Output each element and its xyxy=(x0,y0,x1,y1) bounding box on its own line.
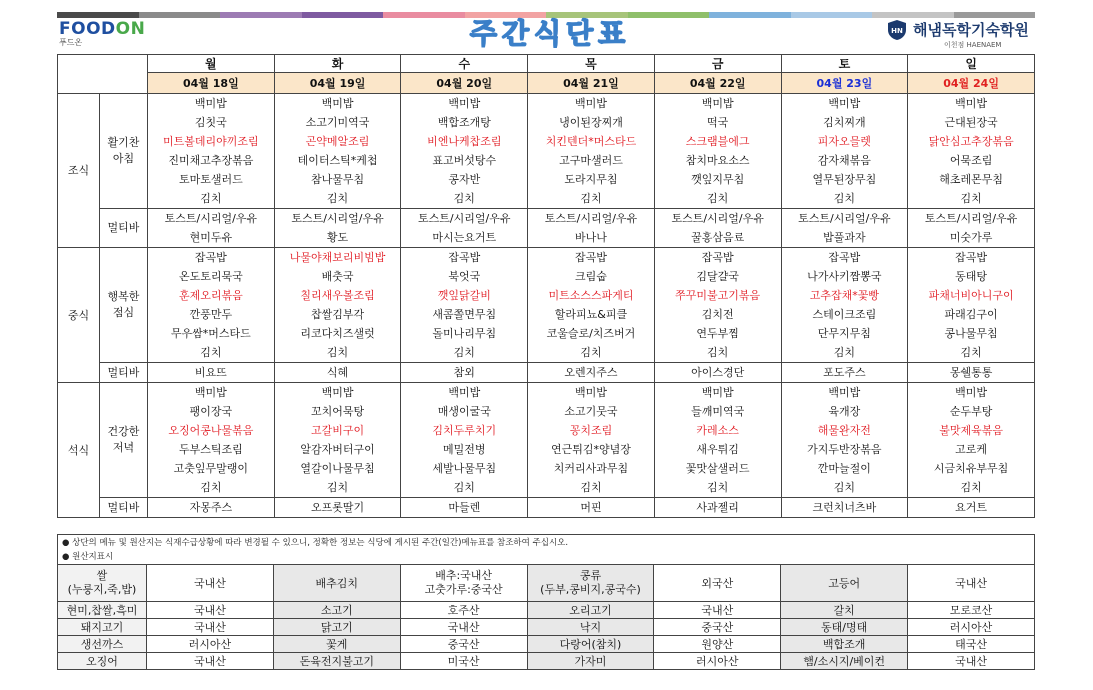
menu-row xyxy=(58,286,1035,305)
menu-item: 백미밥 xyxy=(148,94,275,114)
menu-item: 잡곡밥 xyxy=(908,248,1035,268)
day-name: 화 xyxy=(274,55,401,73)
multibar-item: 바나나 xyxy=(528,228,655,248)
multibar-item: 꿀홍삼음료 xyxy=(654,228,781,248)
menu-item: 시금치유부무침 xyxy=(908,459,1035,478)
top-bar-segment xyxy=(709,12,791,18)
menu-item: 김치 xyxy=(401,189,528,209)
multibar-item: 오프롯딸기 xyxy=(274,498,401,518)
day-name: 일 xyxy=(908,55,1035,73)
origin-item: 햄/소시지/베이컨 xyxy=(781,653,908,670)
multibar-row xyxy=(58,209,1035,229)
day-date: 04월 21일 xyxy=(528,73,655,94)
menu-item: 훈제오리볶음 xyxy=(148,286,275,305)
menu-item: 미트볼데리야끼조림 xyxy=(148,132,275,151)
menu-item: 고추잡채*꽃빵 xyxy=(781,286,908,305)
menu-item: 잡곡밥 xyxy=(401,248,528,268)
menu-row xyxy=(58,267,1035,286)
menu-item: 콩자반 xyxy=(401,170,528,189)
origin-value: 국내산 xyxy=(147,619,274,636)
menu-item: 백합조개탕 xyxy=(401,113,528,132)
menu-row xyxy=(58,459,1035,478)
menu-item: 김치 xyxy=(654,343,781,363)
meal-sublabel: 행복한 점심 xyxy=(100,248,148,363)
multibar-row xyxy=(58,228,1035,248)
origin-label xyxy=(58,565,147,602)
menu-item: 김치 xyxy=(528,343,655,363)
day-name: 토 xyxy=(781,55,908,73)
menu-item: 열무된장무침 xyxy=(781,170,908,189)
menu-item: 배춧국 xyxy=(274,267,401,286)
menu-row xyxy=(58,170,1035,189)
multibar-item: 몽쉘통통 xyxy=(908,363,1035,383)
menu-item: 잡곡밥 xyxy=(654,248,781,268)
menu-item: 김치찌개 xyxy=(781,113,908,132)
multibar-label: 멀티바 xyxy=(100,209,148,248)
menu-item: 김치 xyxy=(274,343,401,363)
multibar-item: 토스트/시리얼/우유 xyxy=(274,209,401,229)
origin-item: 동태/명태 xyxy=(781,619,908,636)
multibar-item: 토스트/시리얼/우유 xyxy=(148,209,275,229)
origin-row xyxy=(58,653,1035,670)
menu-row xyxy=(58,189,1035,209)
multibar-item: 요거트 xyxy=(908,498,1035,518)
day-name: 수 xyxy=(401,55,528,73)
menu-item: 해물완자전 xyxy=(781,421,908,440)
menu-item: 김치 xyxy=(781,343,908,363)
meal-label: 중식 xyxy=(58,248,100,383)
menu-item: 치커리사과무침 xyxy=(528,459,655,478)
multibar-item: 토스트/시리얼/우유 xyxy=(528,209,655,229)
origin-value: 국내산 xyxy=(400,619,527,636)
menu-item: 잡곡밥 xyxy=(781,248,908,268)
menu-row xyxy=(58,248,1035,268)
menu-item: 가지두반장볶음 xyxy=(781,440,908,459)
multibar-item: 아이스경단 xyxy=(654,363,781,383)
menu-item: 찹쌀김부각 xyxy=(274,305,401,324)
menu-item: 백미밥 xyxy=(908,94,1035,114)
origin-value: 원양산 xyxy=(654,636,781,653)
top-bar-segment xyxy=(139,12,221,18)
origin-item: 다랑어(참치) xyxy=(527,636,654,653)
menu-item: 연근튀김*양념장 xyxy=(528,440,655,459)
day-date: 04월 22일 xyxy=(654,73,781,94)
logo-on-text: ON xyxy=(115,19,146,39)
menu-row xyxy=(58,383,1035,403)
multibar-item: 자몽주스 xyxy=(148,498,275,518)
notice-text: ● 상단의 메뉴 및 원산지는 식재수급상황에 따라 변경될 수 있으니, 정확한 정보는 식당에 게시된 주간(일간)메뉴표를 참조하여 주십시오. xyxy=(57,534,1035,550)
menu-item: 백미밥 xyxy=(654,94,781,114)
origin-value: 외국산 xyxy=(654,565,781,602)
menu-row xyxy=(58,151,1035,170)
origin-item: 갈치 xyxy=(781,602,908,619)
menu-item: 백미밥 xyxy=(401,383,528,403)
menu-item: 피자오믈렛 xyxy=(781,132,908,151)
menu-item: 김치 xyxy=(908,189,1035,209)
menu-item: 나가사키짬뽕국 xyxy=(781,267,908,286)
menu-item: 깻잎닭갈비 xyxy=(401,286,528,305)
shield-icon xyxy=(886,19,908,41)
multibar-item: 토스트/시리얼/우유 xyxy=(908,209,1035,229)
origin-line: 고춧가루:중국산 xyxy=(424,583,503,596)
menu-item: 백미밥 xyxy=(274,94,401,114)
origin-value: 국내산 xyxy=(147,602,274,619)
menu-item: 떡국 xyxy=(654,113,781,132)
multibar-item: 토스트/시리얼/우유 xyxy=(401,209,528,229)
menu-item: 치킨텐더*머스타드 xyxy=(528,132,655,151)
origin-line: 배추:국내산 xyxy=(435,569,493,582)
multibar-item: 식혜 xyxy=(274,363,401,383)
menu-item: 순두부탕 xyxy=(908,402,1035,421)
menu-item: 육개장 xyxy=(781,402,908,421)
menu-item: 파채너비아니구이 xyxy=(908,286,1035,305)
day-date: 04월 19일 xyxy=(274,73,401,94)
day-name: 목 xyxy=(528,55,655,73)
multibar-item: 미숫가루 xyxy=(908,228,1035,248)
meal-label: 석식 xyxy=(58,383,100,518)
weekly-menu-table xyxy=(57,54,1035,518)
meal-label: 조식 xyxy=(58,94,100,248)
origin-value: 모로코산 xyxy=(908,602,1035,619)
menu-item: 백미밥 xyxy=(781,383,908,403)
menu-item: 도라지무침 xyxy=(528,170,655,189)
menu-item: 들깨미역국 xyxy=(654,402,781,421)
origin-item: 닭고기 xyxy=(273,619,400,636)
menu-item: 고구마샐러드 xyxy=(528,151,655,170)
menu-item: 잡곡밥 xyxy=(148,248,275,268)
menu-item: 세발나물무침 xyxy=(401,459,528,478)
menu-row xyxy=(58,94,1035,114)
origin-item: 고등어 xyxy=(781,565,908,602)
menu-item: 비엔나케찹조림 xyxy=(401,132,528,151)
menu-item: 고춧잎무말랭이 xyxy=(148,459,275,478)
origin-row xyxy=(58,636,1035,653)
menu-item: 잡곡밥 xyxy=(528,248,655,268)
menu-item: 닭안심고추장볶음 xyxy=(908,132,1035,151)
page-title: 주간식단표 xyxy=(469,17,631,50)
origin-row xyxy=(58,565,1035,602)
menu-row xyxy=(58,478,1035,498)
menu-item: 김치 xyxy=(148,189,275,209)
svg-text:HN: HN xyxy=(891,27,903,35)
menu-item: 무우쌈*머스타드 xyxy=(148,324,275,343)
menu-item: 불맛제육볶음 xyxy=(908,421,1035,440)
multibar-row xyxy=(58,363,1035,383)
menu-item: 백미밥 xyxy=(781,94,908,114)
menu-item: 새콤쫄면무침 xyxy=(401,305,528,324)
menu-item: 감자채볶음 xyxy=(781,151,908,170)
multibar-item: 오렌지주스 xyxy=(528,363,655,383)
multibar-item: 마들렌 xyxy=(401,498,528,518)
origin-value: 러시아산 xyxy=(654,653,781,670)
menu-item: 북엇국 xyxy=(401,267,528,286)
origin-item: 백합조개 xyxy=(781,636,908,653)
menu-row xyxy=(58,132,1035,151)
menu-item: 깐풍만두 xyxy=(148,305,275,324)
menu-item: 파래김구이 xyxy=(908,305,1035,324)
origin-value: 태국산 xyxy=(908,636,1035,653)
menu-item: 진미채고추장볶음 xyxy=(148,151,275,170)
menu-item: 꽁치조림 xyxy=(528,421,655,440)
origin-value: 중국산 xyxy=(654,619,781,636)
meal-sublabel: 활기찬 아침 xyxy=(100,94,148,209)
multibar-item: 밥풀과자 xyxy=(781,228,908,248)
menu-item: 곤약메알조림 xyxy=(274,132,401,151)
top-bar-segment xyxy=(791,12,873,18)
meal-sublabel: 건강한 저녁 xyxy=(100,383,148,498)
top-bar-segment xyxy=(57,12,139,18)
menu-item: 김치 xyxy=(401,478,528,498)
menu-item: 백미밥 xyxy=(528,94,655,114)
origin-value: 국내산 xyxy=(654,602,781,619)
menu-item: 김치 xyxy=(781,189,908,209)
menu-item: 참치마요소스 xyxy=(654,151,781,170)
menu-row xyxy=(58,305,1035,324)
menu-item: 돌미나리무침 xyxy=(401,324,528,343)
menu-item: 김치 xyxy=(401,343,528,363)
menu-item: 김치 xyxy=(654,478,781,498)
origin-row xyxy=(58,602,1035,619)
corner-cell xyxy=(58,55,148,94)
multibar-item: 토스트/시리얼/우유 xyxy=(654,209,781,229)
multibar-item: 현미두유 xyxy=(148,228,275,248)
menu-item: 리코다치즈샐럿 xyxy=(274,324,401,343)
origin-item: 소고기 xyxy=(273,602,400,619)
menu-item: 소고기미역국 xyxy=(274,113,401,132)
day-date: 04월 20일 xyxy=(401,73,528,94)
date-row xyxy=(58,73,1035,94)
menu-item: 김치 xyxy=(274,478,401,498)
multibar-label: 멀티바 xyxy=(100,363,148,383)
menu-item: 김칫국 xyxy=(148,113,275,132)
menu-item: 깐마늘절이 xyxy=(781,459,908,478)
origin-value: 러시아산 xyxy=(147,636,274,653)
menu-item: 김치 xyxy=(908,478,1035,498)
menu-item: 김치 xyxy=(654,189,781,209)
menu-item: 백미밥 xyxy=(908,383,1035,403)
origin-line: (두부,콩비지,콩국수) xyxy=(540,583,641,596)
origin-item xyxy=(527,565,654,602)
menu-item: 김치 xyxy=(781,478,908,498)
menu-item: 온도토리묵국 xyxy=(148,267,275,286)
menu-item: 연두부찜 xyxy=(654,324,781,343)
origin-item: 낙지 xyxy=(527,619,654,636)
origin-item: 가자미 xyxy=(527,653,654,670)
origin-label: 돼지고기 xyxy=(58,619,147,636)
menu-item: 새우튀김 xyxy=(654,440,781,459)
origin-line: 콩류 xyxy=(579,569,602,582)
multibar-row xyxy=(58,498,1035,518)
origin-value xyxy=(400,565,527,602)
menu-item: 나물야채보리비빔밥 xyxy=(274,248,401,268)
menu-item: 김치전 xyxy=(654,305,781,324)
origin-value: 중국산 xyxy=(400,636,527,653)
day-name: 월 xyxy=(148,55,275,73)
origin-value: 국내산 xyxy=(908,653,1035,670)
menu-item: 참나물무침 xyxy=(274,170,401,189)
menu-item: 근대된장국 xyxy=(908,113,1035,132)
origin-label: 생선까스 xyxy=(58,636,147,653)
menu-item: 쭈꾸미불고기볶음 xyxy=(654,286,781,305)
menu-item: 테이터스틱*케첩 xyxy=(274,151,401,170)
menu-item: 김치 xyxy=(274,189,401,209)
origin-value: 국내산 xyxy=(147,565,274,602)
origin-table xyxy=(57,564,1035,670)
logo-text: FOOD xyxy=(59,19,116,39)
menu-item: 코울슬로/치즈버거 xyxy=(528,324,655,343)
origin-label: 현미,찹쌀,흑미 xyxy=(58,602,147,619)
brand-logo xyxy=(886,17,1036,51)
menu-item: 김치 xyxy=(908,343,1035,363)
origin-value: 미국산 xyxy=(400,653,527,670)
logo-subtext: 푸드온 xyxy=(59,38,83,47)
menu-row xyxy=(58,324,1035,343)
multibar-item: 마시는요거트 xyxy=(401,228,528,248)
menu-item: 칠리새우볼조림 xyxy=(274,286,401,305)
multibar-label: 멀티바 xyxy=(100,498,148,518)
brand-name: 해냄독학기숙학원 xyxy=(913,21,1029,39)
menu-item: 카레소스 xyxy=(654,421,781,440)
multibar-item: 토스트/시리얼/우유 xyxy=(781,209,908,229)
menu-item: 냉이된장찌개 xyxy=(528,113,655,132)
menu-row xyxy=(58,421,1035,440)
origin-value: 국내산 xyxy=(908,565,1035,602)
menu-row xyxy=(58,343,1035,363)
day-date: 04월 23일 xyxy=(781,73,908,94)
origin-item: 돈육전지불고기 xyxy=(273,653,400,670)
top-bar-segment xyxy=(302,12,384,18)
menu-item: 크림숩 xyxy=(528,267,655,286)
day-name: 금 xyxy=(654,55,781,73)
menu-item: 메밀전병 xyxy=(401,440,528,459)
menu-item: 김치 xyxy=(148,478,275,498)
multibar-item: 비요뜨 xyxy=(148,363,275,383)
menu-item: 미트소스스파게티 xyxy=(528,286,655,305)
menu-item: 꼬치어묵탕 xyxy=(274,402,401,421)
origin-label-line: (누룽지,죽,밥) xyxy=(67,583,137,596)
top-bar-segment xyxy=(220,12,302,18)
origin-item: 오리고기 xyxy=(527,602,654,619)
foodon-logo xyxy=(59,20,169,50)
origin-row xyxy=(58,619,1035,636)
menu-item: 깻잎지무침 xyxy=(654,170,781,189)
menu-item: 해초레몬무침 xyxy=(908,170,1035,189)
origin-value: 국내산 xyxy=(147,653,274,670)
menu-item: 단무지무침 xyxy=(781,324,908,343)
menu-item: 백미밥 xyxy=(274,383,401,403)
menu-item: 매생이굴국 xyxy=(401,402,528,421)
brand-subtext: 이천점 HAENAEM xyxy=(944,41,1002,49)
menu-item: 고로케 xyxy=(908,440,1035,459)
multibar-item: 사과젤리 xyxy=(654,498,781,518)
origin-heading: ● 원산지표시 xyxy=(57,550,1035,564)
origin-value: 러시아산 xyxy=(908,619,1035,636)
menu-item: 콩나물무침 xyxy=(908,324,1035,343)
day-header-row xyxy=(58,55,1035,73)
menu-row xyxy=(58,440,1035,459)
menu-item: 팽이장국 xyxy=(148,402,275,421)
menu-item: 표고버섯탕수 xyxy=(401,151,528,170)
menu-item: 김치 xyxy=(148,343,275,363)
menu-item: 알감자버터구이 xyxy=(274,440,401,459)
menu-item: 꽃맛살샐러드 xyxy=(654,459,781,478)
origin-value: 호주산 xyxy=(400,602,527,619)
menu-item: 스크램블에그 xyxy=(654,132,781,151)
origin-label-line: 쌀 xyxy=(96,569,108,582)
menu-item: 열갈이나물무침 xyxy=(274,459,401,478)
menu-item: 김치 xyxy=(528,478,655,498)
menu-item: 김달걀국 xyxy=(654,267,781,286)
menu-item: 어묵조림 xyxy=(908,151,1035,170)
menu-row xyxy=(58,402,1035,421)
day-date: 04월 24일 xyxy=(908,73,1035,94)
menu-item: 할라피뇨&피클 xyxy=(528,305,655,324)
menu-item: 백미밥 xyxy=(528,383,655,403)
menu-item: 오징어콩나물볶음 xyxy=(148,421,275,440)
menu-item: 두부스틱조림 xyxy=(148,440,275,459)
menu-item: 스테이크조림 xyxy=(781,305,908,324)
origin-item: 배추김치 xyxy=(273,565,400,602)
menu-item: 김치 xyxy=(528,189,655,209)
menu-item: 백미밥 xyxy=(148,383,275,403)
day-date: 04월 18일 xyxy=(148,73,275,94)
menu-item: 토마토샐러드 xyxy=(148,170,275,189)
menu-item: 고갈비구이 xyxy=(274,421,401,440)
multibar-item: 포도주스 xyxy=(781,363,908,383)
multibar-item: 크런치너츠바 xyxy=(781,498,908,518)
menu-item: 백미밥 xyxy=(401,94,528,114)
origin-label: 오징어 xyxy=(58,653,147,670)
origin-item: 꽃게 xyxy=(273,636,400,653)
multibar-item: 참외 xyxy=(401,363,528,383)
menu-item: 김치두루치기 xyxy=(401,421,528,440)
menu-item: 동태탕 xyxy=(908,267,1035,286)
multibar-item: 황도 xyxy=(274,228,401,248)
menu-item: 백미밥 xyxy=(654,383,781,403)
multibar-item: 머핀 xyxy=(528,498,655,518)
menu-item: 소고기뭇국 xyxy=(528,402,655,421)
menu-row xyxy=(58,113,1035,132)
